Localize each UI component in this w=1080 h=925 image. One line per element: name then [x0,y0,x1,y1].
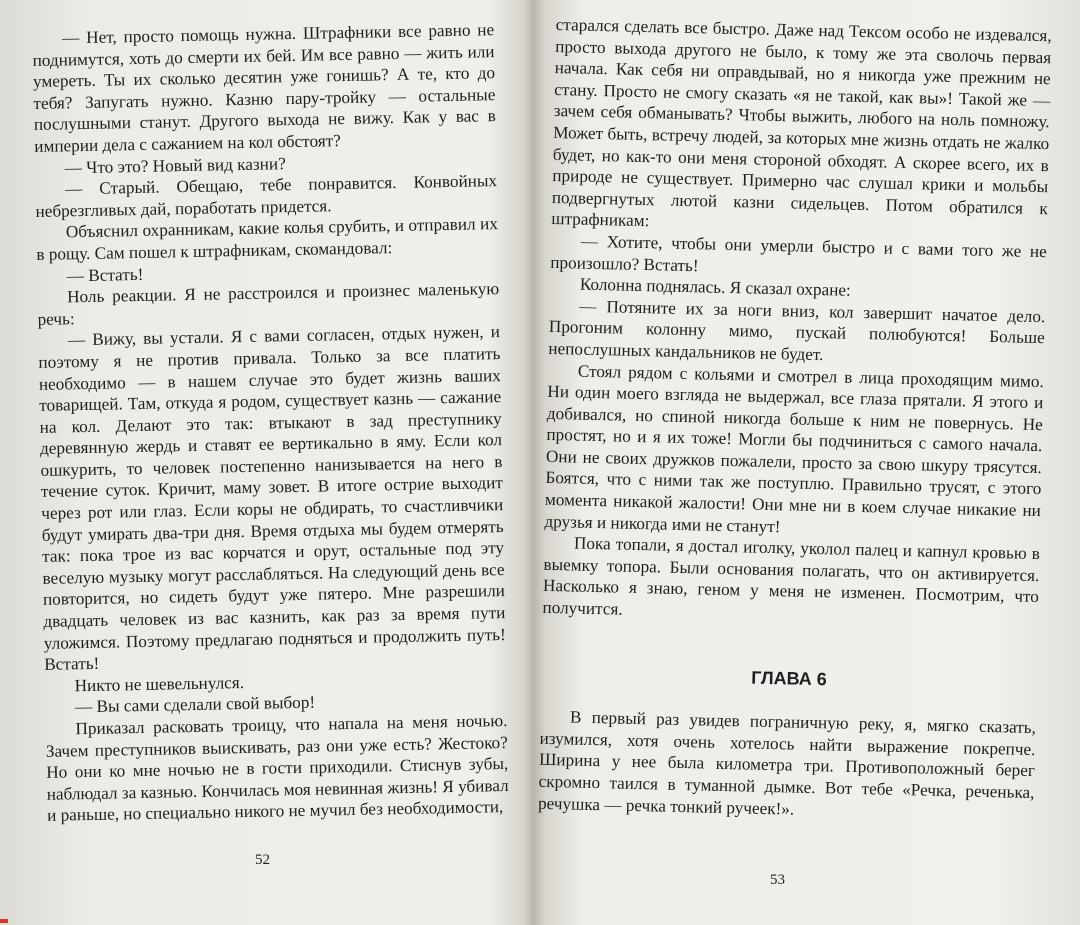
paragraph: — Что это? Новый вид казни? [64,153,286,177]
left-page-text [32,19,509,827]
paragraph: — Старый. Обещаю, тебе понравится. Конвойных небрезгливых дай, поработать придется. [35,171,498,221]
paragraph: Приказал расковать троицу, что напала на меня ночью. Зачем преступников выискивать, раз они уже есть? Жестоко? Но они ко мне ночью не в гости приходили. Стиснув зубы, наблюдал за казнью. Кончилась моя невинная жизнь! Я убивал и раньше, но специально никого не мучил без необходимости, [45,711,509,826]
chapter-title: ГЛАВА 6 [751,667,827,689]
paragraph: — Вы сами сделали свой выбор! [74,693,316,717]
paragraph: Объяснил охранникам, какие колья срубить, и отправил их в рощу. Сам пошел к штрафникам, скомандовал: [36,214,499,264]
paragraph: Колонна поднялась. Я сказал охране: [579,274,852,300]
paragraph: В первый раз увидев пограничную реку, я, мягко сказать, изумился, хотя очень хотелось найти выражение покрепче. Ширина у нее была километра три. Противоположный берег скромно таился в туманной дымке. Вот тебе «Речка, реченька, речушка — речка тонкий ручеек!». [537,707,1037,819]
paragraph: — Вижу, вы устали. Я с вами согласен, отдых нужен, и поэтому я не против привала. Только за все платить необходимо — в нашем случае это будет жизнь ваших товарищей. Там, откуда я родом, существует казнь — сажание на кол. Делают это так: втыкают в зад преступнику деревянную жердь и ставят ее вертикально в яму. Если кол ошкурить, то человек постепенно нанизывается на него в течение суток. Кричит, маму зовет. В итоге острие выходит через рот или глаз. Если коры не обдирать, то счастливчики будут умирать два-три дня. Время отдыха мы будем отмерять так: пока трое из вас корчатся и орут, остальные под эту веселую музыку могут расслабляться. На следующий день все повторится, но сидеть будут уже пятеро. Мне разрешили двадцать человек из вас казнить, как раз за время пути уложимся. Поэтому предлагаю подняться и продолжить путь! Встать! [38,322,506,675]
left-page-number: 52 [255,852,270,868]
paragraph: старался сделать все быстро. Даже над Тексом особо не издевался, просто выхода другого не было, к тому же эта сволочь первая начала. Как себя ни оправдывай, но я никогда уже прежним не стану. Просто не смогу сказать «я не такой, как вы»! Такой же — зачем себя обманывать? Чтобы выжить, любого на ноль помножу. Может быть, встречу людей, за которых мне жизнь отдать не жалко будет, но как-то они меня стороной обходят. А скорее всего, их в природе не существует. Примерно час слушал крики и мольбы подвергнутых лютой казни сидельцев. Потом обратился к штрафникам: [551,14,1052,231]
paragraph: Никто не шевельнулся. [74,672,245,696]
paragraph: Стоял рядом с кольями и смотрел в лица проходящим мимо. Ни один моего взгляда не выдержал, все глаза прятали. Я этого и добивался, но спиной никогда больше к ним не повернусь. Не простят, но и я их тоже! Могли бы подчиниться с самого начала. Они не своих дружков пожалели, просто за свою шкуру трясутся. Боятся, что с ними так же поступлю. Правильно трусят, с этого момента никакой жалости! Они мне ни в коем случае никакие ни друзья и никогда ими не станут! [544,361,1045,536]
red-corner-mark [0,919,8,923]
paragraph: — Нет, просто помощь нужна. Штрафники все равно не поднимутся, хоть до смерти их бей. Им все равно — жить или умереть. Ты их сколько десятин уже гонишь? А те, кто до тебя? Запугать нужно. Казню пару-тройку — остальные послушными станут. Другого выхода не вижу. Как у вас в империи дела с сажанием на кол обстоят? [32,20,496,156]
right-page-number: 53 [770,872,785,888]
paragraph: — Встать! [66,264,144,285]
paragraph: — Хотите, чтобы они умерли быстро и с вами того же не произошло? Встать! [550,231,1047,275]
paragraph: Ноль реакции. Я не расстроился и произнес маленькую речь: [37,279,500,329]
left-page [0,0,520,925]
paragraph: — Потяните их за ноги вниз, кол завершит начатое дело. Прогоним колонну мимо, пускай полюбуются! Больше непослушных кандальников не будет. [548,296,1046,365]
right-page [538,0,1080,925]
right-page-text [538,14,1052,825]
paragraph: Пока топали, я достал иголку, уколол палец и капнул кровью в выемку топора. Были основания полагать, что он активируется. Насколько я знаю, геном у меня не изменен. Посмотрим, что получится. [542,533,1041,619]
